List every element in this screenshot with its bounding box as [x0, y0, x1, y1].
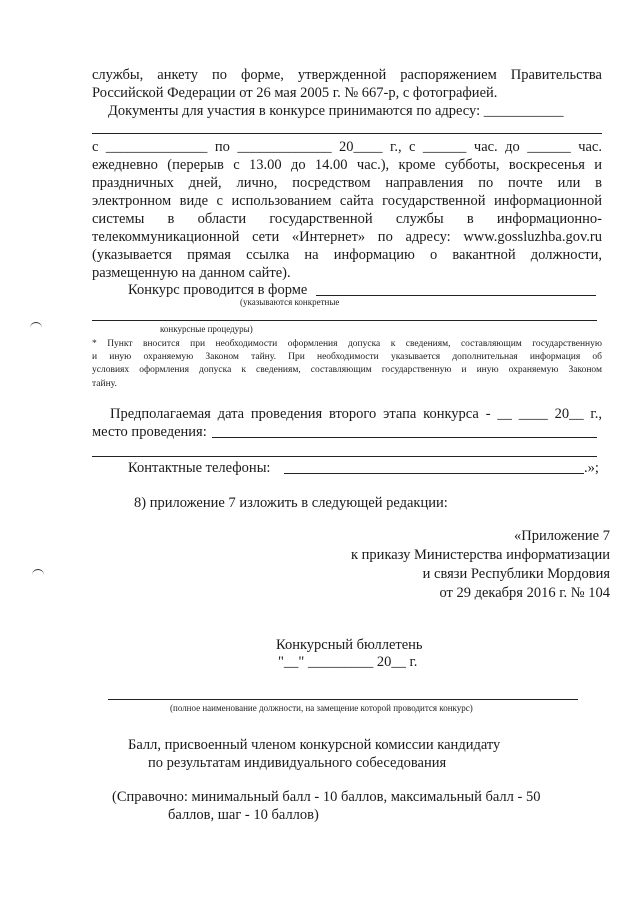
body-text: .»;: [584, 460, 599, 476]
footnote-text: тайну.: [92, 379, 117, 389]
blank-line: [212, 437, 597, 438]
body-text: с ______________ по _____________ 20____ г., с ______ час. до ______ час.: [92, 139, 602, 155]
body-text: размещенную на данном сайте).: [92, 265, 291, 281]
appendix-header: от 29 декабря 2016 г. № 104: [439, 585, 610, 601]
body-text: (указывается прямая ссылка на информацию о вакантной должности,: [92, 247, 602, 263]
body-text: Предполагаемая дата проведения второго этапа конкурса - __ ____ 20__ г.,: [110, 406, 602, 422]
blank-line: [284, 473, 584, 474]
body-text: Российской Федерации от 26 мая 2005 г. № 667-р, с фотографией.: [92, 85, 498, 101]
blank-line: [92, 320, 597, 321]
ballot-date: "__" _________ 20__ г.: [278, 654, 418, 670]
body-text: Контактные телефоны:: [128, 460, 271, 476]
field-hint: (указываются конкретные: [240, 297, 340, 307]
footnote-text: * Пункт вносится при необходимости оформления допуска к сведениям, составляющим государственную: [92, 339, 602, 349]
scan-mark: [30, 322, 42, 329]
blank-line: [92, 456, 597, 457]
footnote-text: условиях оформления допуска к сведениям, составляющим государственную и иную охраняемую Законом: [92, 365, 602, 375]
body-text: системы в области государственной службы в информационно-: [92, 211, 602, 227]
footnote-text: и иную охраняемую Законом тайну. При необходимости указывается дополнительная информация об: [92, 352, 602, 362]
scan-mark: [32, 569, 44, 576]
appendix-header: и связи Республики Мордовия: [422, 566, 610, 582]
blank-line: [92, 133, 602, 134]
body-text: электронном виде с использованием сайта государственной информационной: [92, 193, 602, 209]
reference-note: баллов, шаг - 10 баллов): [168, 807, 319, 823]
body-text: праздничных дней, лично, посредством направления по почте или в: [92, 175, 602, 191]
blank-line: [316, 295, 596, 296]
body-text: Балл, присвоенный членом конкурсной комиссии кандидату: [128, 737, 501, 753]
reference-note: (Справочно: минимальный балл - 10 баллов, максимальный балл - 50: [112, 789, 541, 805]
appendix-header: к приказу Министерства информатизации: [351, 547, 610, 563]
ballot-title: Конкурсный бюллетень: [276, 637, 423, 653]
body-text: место проведения:: [92, 424, 207, 440]
body-text: службы, анкету по форме, утвержденной распоряжением Правительства: [92, 67, 602, 83]
field-hint: конкурсные процедуры): [160, 324, 253, 334]
body-text: по результатам индивидуального собеседования: [148, 755, 447, 771]
field-hint: (полное наименование должности, на замещение которой проводится конкурс): [170, 703, 473, 713]
blank-line: [108, 699, 578, 700]
body-text: телекоммуникационной сети «Интернет» по адресу: www.gossluzhba.gov.ru: [92, 229, 602, 245]
body-text: ежедневно (перерыв с 13.00 до 14.00 час.), кроме субботы, воскресенья и: [92, 157, 602, 173]
body-text: Документы для участия в конкурсе принимаются по адресу: ___________: [108, 103, 564, 119]
body-text: 8) приложение 7 изложить в следующей редакции:: [134, 495, 448, 511]
body-text: Конкурс проводится в форме: [128, 282, 308, 298]
appendix-header: «Приложение 7: [514, 528, 610, 544]
